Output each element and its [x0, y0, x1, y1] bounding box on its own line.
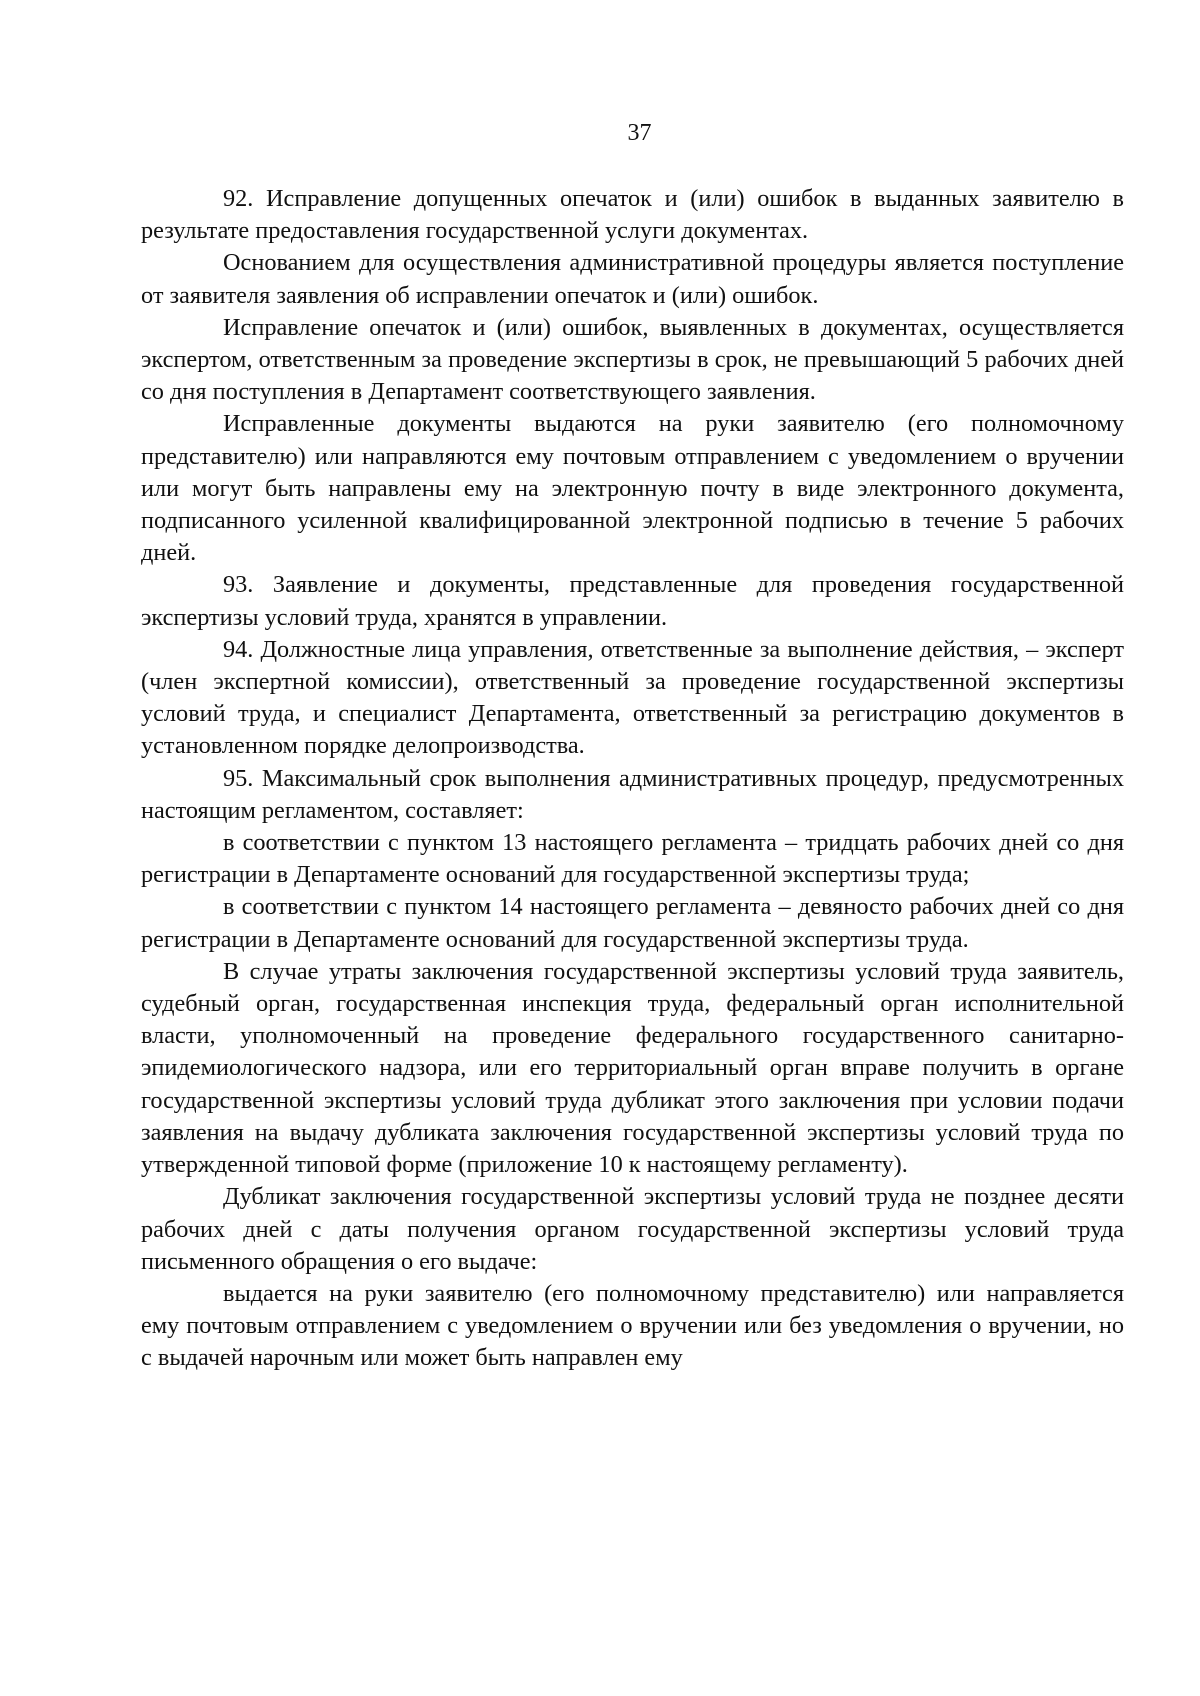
paragraph-duplicate-term: Дубликат заключения государственной экспертизы условий труда не позднее десяти рабочих дней с даты получения органом государственной экспертизы условий труда письменного обращения о его выдаче: — [141, 1183, 1124, 1275]
paragraph-corrected-documents: Исправленные документы выдаются на руки заявителю (его полномочному представителю) или направляются ему почтовым отправлением с уведомлением о вручении или могут быть направлены ему на электронную почту в виде электронного документа, подписанного усиленной квалифицированной электронной подписью в течение 5 рабочих дней. — [141, 410, 1124, 567]
page-number: 37 — [627, 120, 652, 146]
paragraph-correction-term: Исправление опечаток и (или) ошибок, выявленных в документах, осуществляется экспертом, ответственным за проведение экспертизы в срок, не превышающий 5 рабочих дней со дня поступления в Департамент соответствующего заявления. — [141, 313, 1124, 406]
paragraph-loss-of-conclusion: В случае утраты заключения государственной экспертизы условий труда заявитель, судебный орган, государственная инспекция труда, федеральный орган исполнительной власти, уполномоченный на проведение федерального государственного санитарно-эпидемиологического надзора, или его территориальный орган вправе получить в органе государственной экспертизы условий труда дубликат этого заключения при условии подачи заявления на выдачу дубликата заключения государственной экспертизы условий труда по утвержденной типовой форме (приложение 10 к настоящему регламенту). — [141, 957, 1124, 1179]
paragraph-item-14: в соответствии с пунктом 14 настоящего регламента – девяносто рабочих дней со дня регистрации в Департаменте оснований для государственной экспертизы труда. — [141, 893, 1124, 953]
paragraph-duplicate-delivery: выдается на руки заявителю (его полномочному представителю) или направляется ему почтовым отправлением с уведомлением о вручении или без уведомления о вручении, но с выдачей нарочным или может быть направлен ему — [141, 1279, 1124, 1372]
document-body — [141, 183, 1124, 1375]
paragraph-93: 93. Заявление и документы, представленные для проведения государственной экспертизы условий труда, хранятся в управлении. — [141, 571, 1124, 631]
paragraph-item-13: в соответствии с пунктом 13 настоящего регламента – тридцать рабочих дней со дня регистрации в Департаменте оснований для государственной экспертизы труда; — [141, 829, 1124, 889]
paragraph-94: 94. Должностные лица управления, ответственные за выполнение действия, – эксперт (член экспертной комиссии), ответственный за проведение государственной экспертизы условий труда, и специалист Департамента, ответственный за регистрацию документов в установленном порядке делопроизводства. — [141, 635, 1124, 760]
paragraph-92-title: 92. Исправление допущенных опечаток и (или) ошибок в выданных заявителю в результате предоставления государственной услуги документах. — [141, 185, 1124, 245]
paragraph-basis: Основанием для осуществления административной процедуры является поступление от заявителя заявления об исправлении опечаток и (или) ошибок. — [141, 249, 1124, 309]
paragraph-95: 95. Максимальный срок выполнения административных процедур, предусмотренных настоящим регламентом, составляет: — [141, 764, 1124, 824]
